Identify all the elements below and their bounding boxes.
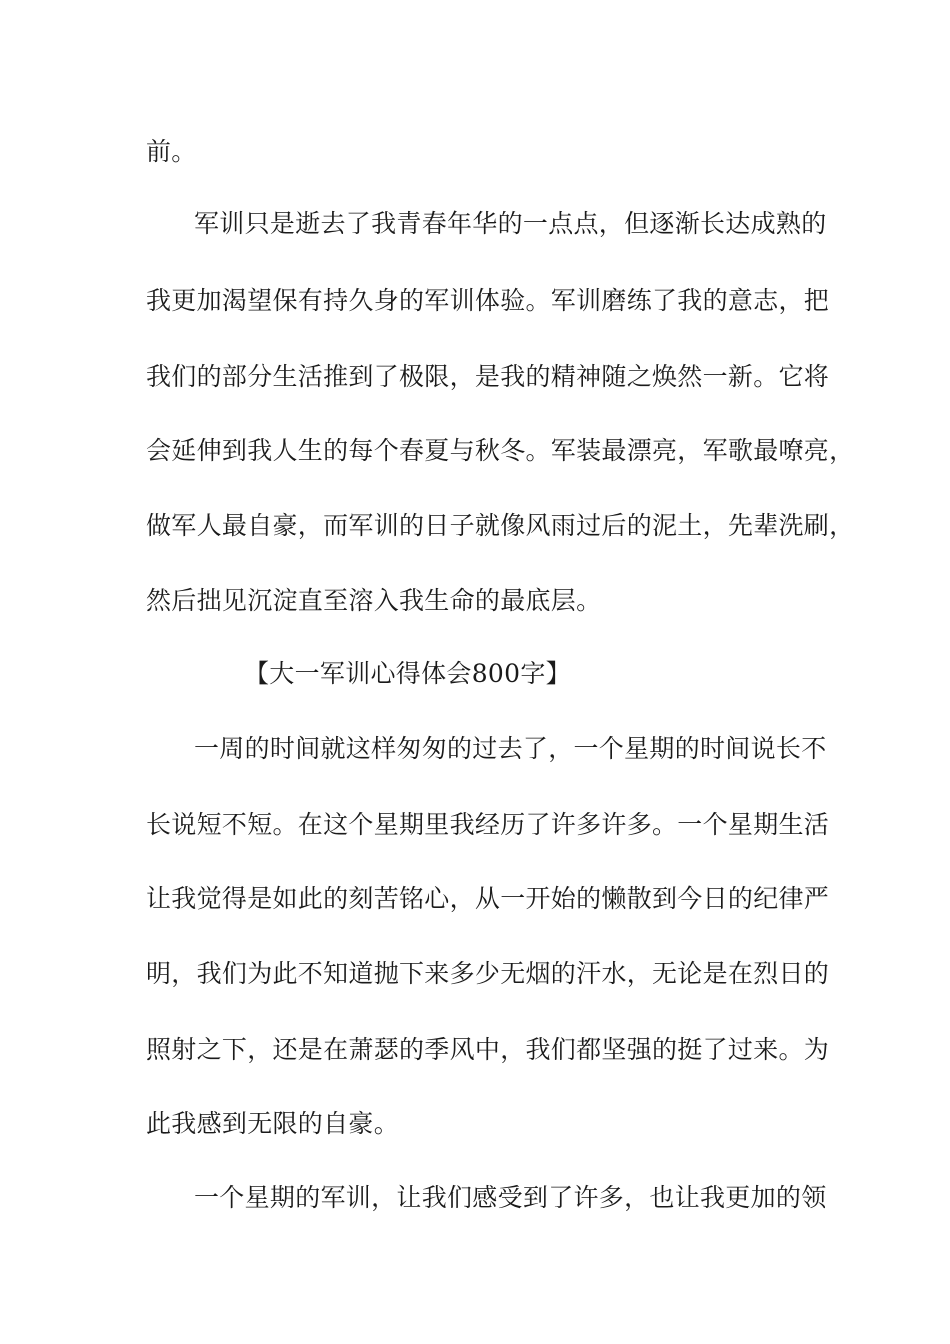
text-line: 长说短不短。在这个星期里我经历了许多许多。一个星期生活 [146, 810, 830, 839]
text-line: 明，我们为此不知道抛下来多少无烟的汗水，无论是在烈日的 [146, 959, 830, 988]
paragraph-first-line: 一个星期的军训，让我们感受到了许多，也让我更加的领 [194, 1183, 827, 1212]
paragraph-first-line: 一周的时间就这样匆匆的过去了，一个星期的时间说长不 [194, 734, 827, 763]
text-line: 此我感到无限的自豪。 [146, 1109, 400, 1138]
text-line: 我们的部分生活推到了极限，是我的精神随之焕然一新。它将 [146, 362, 830, 391]
paragraph-first-line: 军训只是逝去了我青春年华的一点点，但逐渐长达成熟的 [194, 209, 827, 238]
text-line: 照射之下，还是在萧瑟的季风中，我们都坚强的挺了过来。为 [146, 1035, 830, 1064]
section-heading: 【大一军训心得体会800字】 [244, 659, 571, 688]
text-line: 让我觉得是如此的刻苦铭心，从一开始的懒散到今日的纪律严 [146, 884, 830, 913]
text-line: 前。 [146, 137, 197, 166]
text-line: 会延伸到我人生的每个春夏与秋冬。军装最漂亮，军歌最嘹亮， [146, 436, 855, 465]
text-line: 然后拙见沉淀直至溶入我生命的最底层。 [146, 586, 602, 615]
text-line: 我更加渴望保有持久身的军训体验。军训磨练了我的意志，把 [146, 286, 830, 315]
text-line: 做军人最自豪，而军训的日子就像风雨过后的泥土，先辈洗刷， [146, 511, 855, 540]
